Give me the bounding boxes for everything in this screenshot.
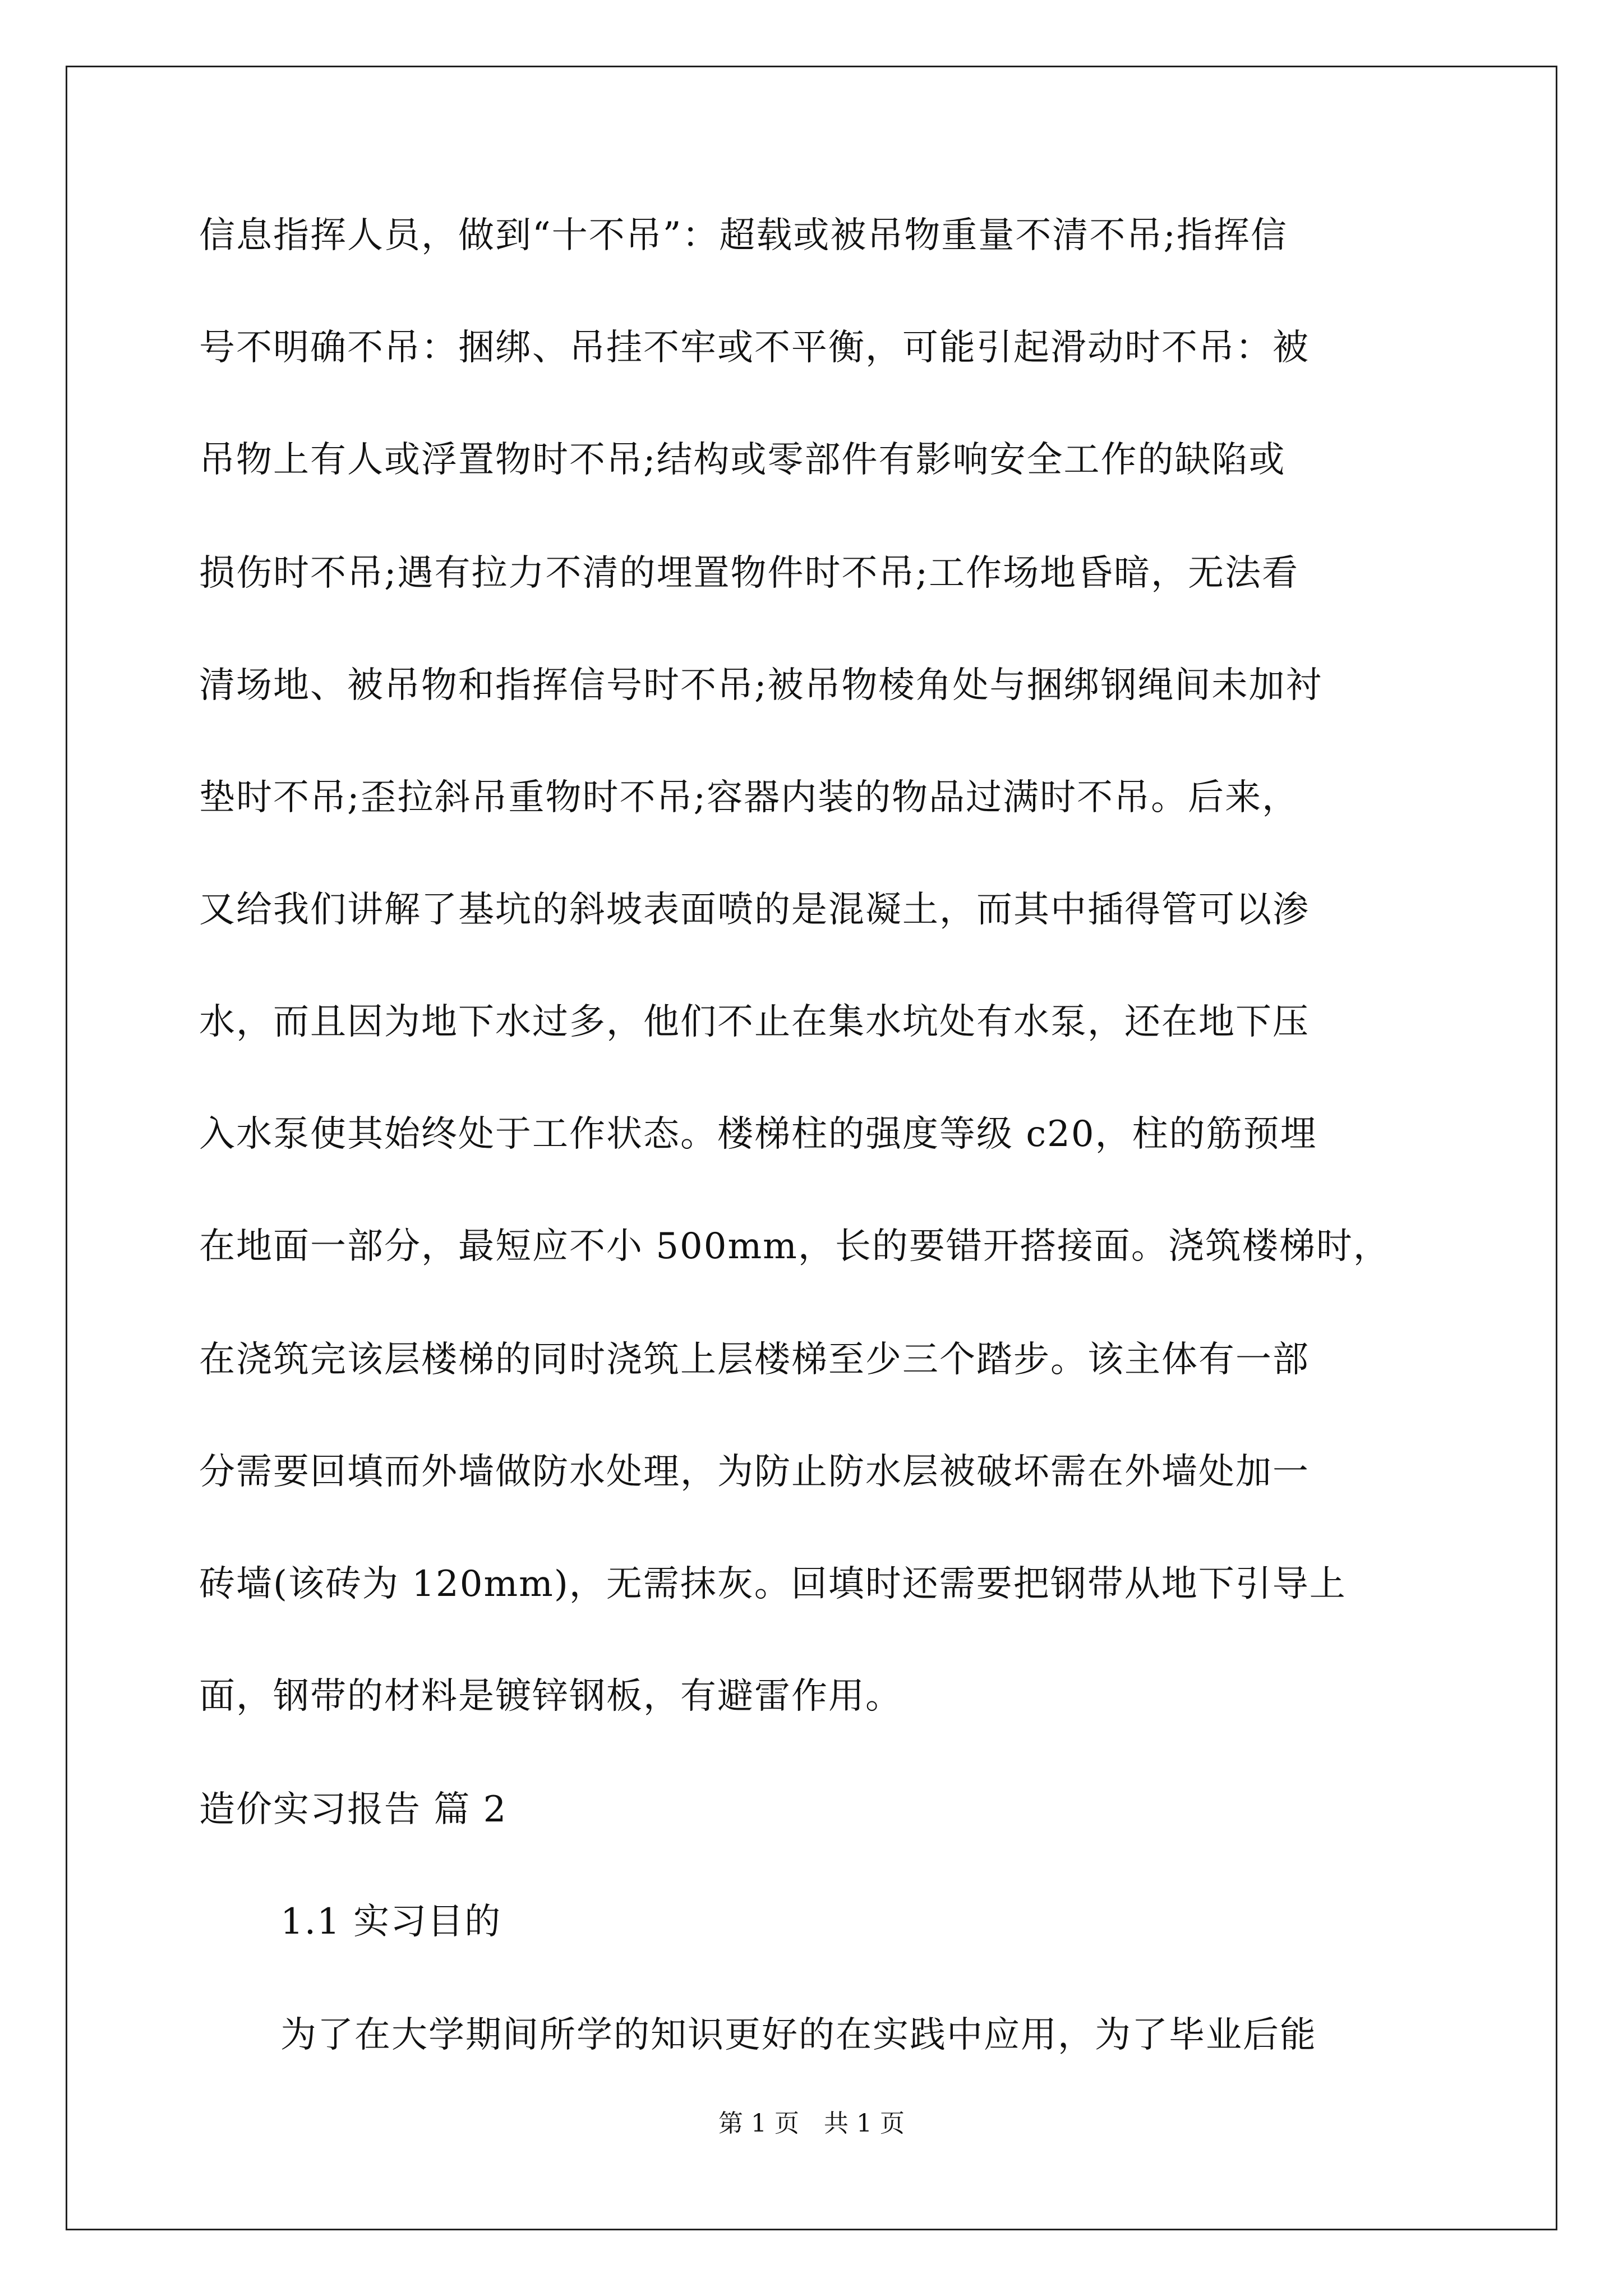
paragraph-line: 又给我们讲解了基坑的斜坡表面喷的是混凝土，而其中插得管可以渗 xyxy=(199,889,1310,931)
page-footer: 第 1 页 共 1 页 xyxy=(718,2109,905,2138)
paragraph-line: 号不明确不吊：捆绑、吊挂不牢或不平衡，可能引起滑动时不吊：被 xyxy=(199,327,1310,369)
paragraph-line: 砖墙(该砖为 120mm)，无需抹灰。回填时还需要把钢带从地下引导上 xyxy=(199,1563,1347,1605)
paragraph-line: 垫时不吊;歪拉斜吊重物时不吊;容器内装的物品过满时不吊。后来， xyxy=(199,777,1299,818)
paragraph-line: 分需要回填而外墙做防水处理，为防止防水层被破坏需在外墙处加一 xyxy=(199,1451,1310,1493)
section-heading: 造价实习报告 篇 2 xyxy=(199,1789,508,1830)
paragraph-line: 损伤时不吊;遇有拉力不清的埋置物件时不吊;工作场地昏暗，无法看 xyxy=(199,553,1299,594)
paragraph-line: 在浇筑完该层楼梯的同时浇筑上层楼梯至少三个踏步。该主体有一部 xyxy=(199,1339,1310,1381)
paragraph-line: 吊物上有人或浮置物时不吊;结构或零部件有影响安全工作的缺陷或 xyxy=(199,439,1286,481)
paragraph-line: 面，钢带的材料是镀锌钢板，有避雷作用。 xyxy=(199,1676,902,1717)
paragraph-line: 水，而且因为地下水过多，他们不止在集水坑处有水泵，还在地下压 xyxy=(199,1001,1310,1043)
paragraph-line: 在地面一部分，最短应不小 500mm，长的要错开搭接面。浇筑楼梯时， xyxy=(199,1226,1390,1267)
subsection-heading: 1.1 实习目的 xyxy=(280,1901,502,1943)
paragraph-line: 入水泵使其始终处于工作状态。楼梯柱的强度等级 c20，柱的筋预埋 xyxy=(199,1114,1317,1155)
paragraph-line: 清场地、被吊物和指挥信号时不吊;被吊物棱角处与捆绑钢绳间未加衬 xyxy=(199,665,1323,706)
paragraph-line: 信息指挥人员，做到“十不吊”：超载或被吊物重量不清不吊;指挥信 xyxy=(199,215,1288,256)
paragraph-line: 为了在大学期间所学的知识更好的在实践中应用，为了毕业后能 xyxy=(280,2014,1317,2056)
